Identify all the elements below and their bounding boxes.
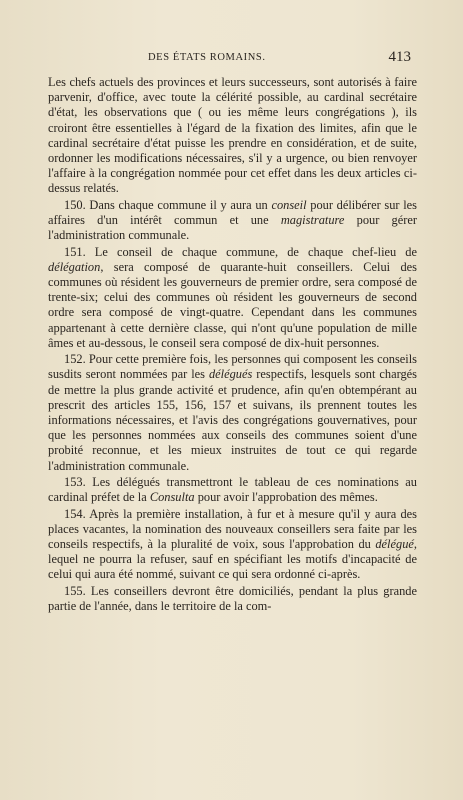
- paragraph-text: Les chefs actuels des provinces et leurs successeurs, sont autorisés à faire parvenir, d'office, avec toute la célérité possible, au cardinal secrétaire d'état, les observations que ( ou ies même leurs congrégations ), ils croiront être essentielles à l'égard de la fixation des limites, afin que le cardinal secrétaire d'état puisse les prendre en considération, et de suite, ordonner les modifications nécessaires, s'il y a urgence, ou bien renvoyer l'affaire à la congrégation nommée pour cet effet dans les deux articles ci-dessus relatés.: [48, 75, 417, 196]
- running-head-title: DES ÉTATS ROMAINS.: [148, 52, 266, 63]
- paragraph-text: pour avoir l'approbation des mêmes.: [194, 490, 378, 505]
- italic-term: délégués: [208, 367, 253, 382]
- paragraph-article-152: [48, 352, 417, 474]
- paragraph-text: 154. Après la première installation, à fur et à mesure qu'il y aura des places vacantes, la nomination des nouveaux conseillers sera faite par les conseils respectifs, à la pluralité de voix, sous l'approbation du: [48, 506, 417, 552]
- italic-term: magistrature: [280, 213, 345, 228]
- paragraph-article-150: [48, 198, 417, 244]
- paragraph-limits: [48, 75, 417, 197]
- paragraph-text: 152. Pour cette première fois, les personnes qui composent les conseils susdits seront nommées par les: [48, 352, 417, 382]
- paragraph-text: 155. Les conseillers devront être domiciliés, pendant la plus grande partie de l'année, dans le territoire de la com-: [48, 583, 417, 614]
- italic-term: Consulta: [149, 490, 195, 505]
- paragraph-article-154: [48, 507, 417, 583]
- page-number: 413: [388, 49, 411, 65]
- paragraph-article-153: [48, 475, 417, 505]
- running-head: [0, 49, 463, 69]
- paragraph-text: pour gérer l'administration communale.: [48, 213, 417, 243]
- paragraph-text: 153. Les délégués transmettront le tableau de ces nominations au cardinal préfet de la: [48, 475, 417, 505]
- paragraph-text: , lequel ne pourra la refuser, sauf en spécifiant les motifs d'incapacité de celui qui aura été nommé, suivant ce qui sera ordonné ci-après.: [48, 537, 417, 582]
- paragraph-article-155: [48, 584, 417, 614]
- italic-term: conseil: [271, 197, 307, 212]
- paragraph-text: 151. Le conseil de chaque commune, de chaque chef-lieu de: [64, 244, 417, 259]
- paragraph-text: pour délibérer sur les affaires d'un intérêt commun et une: [48, 197, 417, 228]
- italic-term: délégation: [48, 259, 101, 274]
- paragraph-article-151: [48, 245, 417, 351]
- paragraph-text: , sera composé de quarante-huit conseillers. Celui des communes où résident les gouverneurs de premier ordre, sera composé de trente-six; celui des communes où résident les gouverneurs de second ordre sera composé de vingt-quatre. Cependant dans les communes appartenant à cette dernière classe, qui n'ont qu'une population de mille âmes et au-dessous, le conseil sera composé de dix-huit personnes.: [48, 259, 417, 350]
- body-text: [48, 75, 417, 615]
- paragraph-text: 150. Dans chaque commune il y aura un: [64, 197, 272, 212]
- paragraph-text: respectifs, lesquels sont chargés de mettre la plus grande activité et prudence, afin qu'en obtempérant au prescrit des articles 155, 156, 157 et suivans, ils prennent toutes les informations nécessaires, et l'avis des congrégations gouvernatives, pour que les personnes nommées aux conseils des communes soient d'une probité reconnue, et les mieux instruites de tout ce qui regarde l'administration communale.: [48, 367, 417, 473]
- italic-term: délégué: [375, 537, 414, 552]
